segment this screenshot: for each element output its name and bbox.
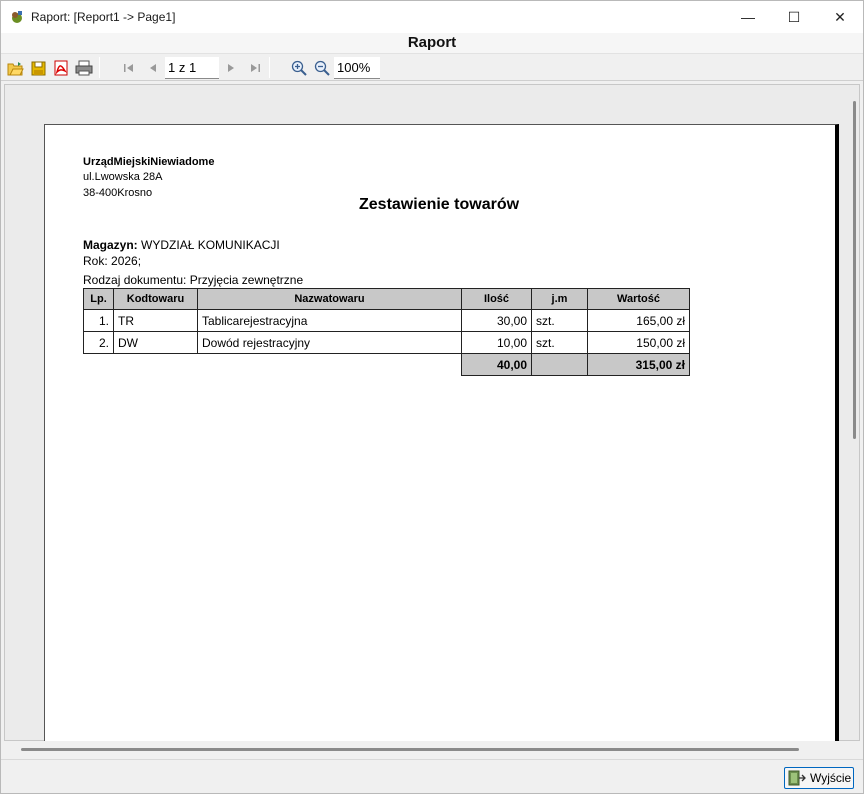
doc-type-value: Przyjęcia zewnętrzne (189, 273, 304, 287)
save-button[interactable] (28, 58, 48, 78)
table-header-row (84, 289, 690, 310)
warehouse-label: Magazyn: (83, 238, 138, 252)
zoom-in-button[interactable] (289, 58, 309, 78)
first-page-icon (123, 63, 135, 73)
horizontal-scrollbar[interactable] (21, 748, 799, 751)
page-indicator[interactable]: 1 z 1 (165, 57, 219, 79)
table-total-row (84, 354, 690, 376)
report-page (44, 124, 839, 744)
export-pdf-button[interactable] (51, 58, 71, 78)
row-name: Tablicarejestracyjna (198, 310, 462, 332)
warehouse-value: WYDZIAŁ KOMUNIKACJI (141, 238, 280, 252)
year-line (83, 254, 141, 268)
exit-door-icon (788, 770, 806, 786)
prev-page-icon (148, 63, 158, 73)
open-button[interactable] (5, 58, 25, 78)
next-page-button[interactable] (221, 58, 241, 78)
minimize-button[interactable] (725, 1, 771, 33)
row-unit: szt. (532, 332, 588, 354)
total-unit-empty (532, 354, 588, 376)
column-header-name: Nazwatowaru (198, 289, 462, 310)
row-qty: 10,00 (462, 332, 532, 354)
column-header-unit: j.m (532, 289, 588, 310)
first-page-button[interactable] (119, 58, 139, 78)
row-code: TR (114, 310, 198, 332)
maximize-icon: ☐ (787, 8, 801, 25)
maximize-button[interactable] (771, 1, 817, 33)
company-address-street: ul.Lwowska 28A (83, 171, 163, 183)
toolbar-separator (269, 57, 270, 78)
toolbar (1, 53, 863, 81)
report-title: Zestawienie towarów (359, 196, 520, 213)
last-page-icon (249, 63, 261, 73)
app-icon (9, 9, 25, 25)
row-unit: szt. (532, 310, 588, 332)
print-button[interactable] (74, 58, 94, 78)
toolbar-separator (99, 57, 100, 78)
table-row (84, 332, 690, 354)
year-label: Rok: (83, 254, 108, 268)
total-spacer (84, 354, 462, 376)
column-header-lp: Lp. (84, 289, 114, 310)
save-icon (31, 61, 46, 76)
window-title: Raport: [Report1 -> Page1] (31, 10, 176, 24)
total-value: 315,00 zł (588, 354, 690, 376)
column-header-qty: Ilość (462, 289, 532, 310)
year-value: 2026; (111, 254, 142, 268)
pdf-icon (53, 60, 69, 76)
next-page-icon (226, 63, 236, 73)
row-qty: 30,00 (462, 310, 532, 332)
row-value: 150,00 zł (588, 332, 690, 354)
company-address-city: 38-400Krosno (83, 187, 153, 199)
zoom-out-icon (314, 60, 330, 76)
warehouse-line (83, 238, 280, 252)
exit-button[interactable] (784, 767, 854, 789)
row-code: DW (114, 332, 198, 354)
row-lp: 1. (84, 310, 114, 332)
row-lp: 2. (84, 332, 114, 354)
vertical-scrollbar[interactable] (853, 101, 856, 439)
close-icon: ✕ (834, 8, 846, 25)
company-name: UrządMiejskiNiewiadome (83, 156, 215, 168)
close-button[interactable] (817, 1, 863, 33)
table-row (84, 310, 690, 332)
total-qty: 40,00 (462, 354, 532, 376)
exit-button-label: Wyjście (810, 771, 852, 785)
zoom-in-icon (291, 60, 307, 76)
column-header-value: Wartość (588, 289, 690, 310)
row-name: Dowód rejestracyjny (198, 332, 462, 354)
last-page-button[interactable] (245, 58, 265, 78)
doc-type-label: Rodzaj dokumentu: (83, 273, 187, 287)
window-heading: Raport (1, 33, 863, 53)
print-icon (75, 60, 93, 76)
open-folder-icon (7, 61, 24, 76)
zoom-out-button[interactable] (312, 58, 332, 78)
title-bar (1, 1, 863, 33)
column-header-code: Kodtowaru (114, 289, 198, 310)
doc-type-line (83, 273, 303, 287)
prev-page-button[interactable] (143, 58, 163, 78)
zoom-level[interactable]: 100% (334, 57, 380, 79)
minimize-icon: — (741, 9, 755, 25)
row-value: 165,00 zł (588, 310, 690, 332)
bottom-bar (1, 759, 863, 793)
goods-table (83, 288, 690, 376)
